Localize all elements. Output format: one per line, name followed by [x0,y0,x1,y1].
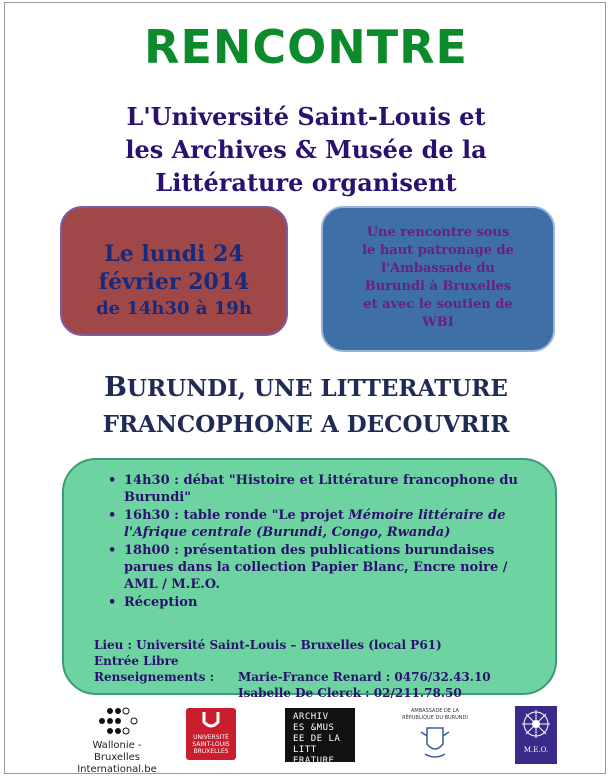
aml-line-5: ERATURE [293,756,335,766]
patronage-line-4: Burundi à Bruxelles [364,279,512,294]
practical-info [94,637,554,701]
patronage-line-5: et avec le soutien de [363,297,513,312]
topic-line-1 [40,370,572,407]
meo-logo [515,706,557,764]
program-item [108,594,544,611]
date-line-2: février 2014 [98,269,250,295]
program-item-text: Réception [124,595,198,610]
bullet-icon: • [108,508,117,523]
program-item [108,472,544,506]
meo-label: M.E.O. [523,746,549,754]
aml-line-2: ES &MUS [293,723,335,733]
topic-initial: B [104,372,127,403]
usl-line-1: UNIVERSITÉ [193,734,229,741]
contact-line-2 [94,685,554,701]
usl-logo [186,708,236,760]
topic-line-1-rest: URUNDI, UNE LITTERATURE [126,375,508,402]
wbi-line-1: Wallonie - Bruxelles [92,740,142,763]
contact-label: Renseignements : [94,670,214,684]
date-line-1: Le lundi 24 [104,241,244,267]
organizers-heading [30,100,582,199]
aml-line-1: ARCHIV [293,712,329,722]
wbi-dots-icon [92,706,142,736]
program-item-italic: Mémoire littéraire de l'Afrique centrale (Burundi, Congo, Rwanda) [124,508,506,540]
patronage-line-6: WBI [422,315,454,330]
organizers-line-2: les Archives & Musée de la [125,135,487,164]
time-line: de 14h30 à 19h [96,298,252,319]
program-item-text: 18h00 : présentation des publications burundaises parues dans la collection Papier Blanc, Encre noire / AML / M.E.O. [124,543,508,592]
bullet-icon: • [108,473,117,488]
organizers-line-3: Littérature organisent [155,168,457,197]
organizers-line-1: L'Université Saint-Louis et [126,102,486,131]
topic-heading [40,370,572,443]
contact-2: Isabelle De Clerck : 02/211.78.50 [238,686,462,700]
program-item-text: 14h30 : débat "Histoire et Littérature francophone du Burundi" [124,473,518,505]
embassy-line-1: AMBASSADE DE LA [411,708,459,714]
patronage-line-2: le haut patronage de [362,243,514,258]
date-box [60,206,288,336]
program-item [108,507,544,541]
logo-strip [0,702,612,775]
meo-ornament-icon [518,706,554,744]
usl-shield-icon [196,708,226,732]
patronage-line-1: Une rencontre sous [366,225,510,240]
topic-line-2: FRANCOPHONE A DECOUVRIR [102,411,510,438]
aml-line-3: EE DE LA [293,734,341,744]
contact-line [94,669,554,685]
usl-line-2: SAINT-LOUIS [192,741,230,748]
aml-line-4: LITT [293,745,317,755]
program-list [108,472,544,612]
program-box [62,458,557,700]
patronage-line-3: l'Ambassade du [381,261,495,276]
patronage-box [321,206,555,352]
embassy-logo [385,708,485,768]
embassy-line-2: RÉPUBLIQUE DU BURUNDI [402,715,468,721]
poster-title: RENCONTRE [144,20,468,74]
entry-line: Entrée Libre [94,654,179,668]
aml-logo [285,708,355,766]
program-item-text: 16h30 : table ronde "Le projet [124,508,349,523]
venue-line: Lieu : Université Saint-Louis – Bruxelles (local P61) [94,638,442,652]
coat-of-arms-icon [415,722,455,762]
bullet-icon: • [108,543,117,558]
wbi-line-2: International.be [77,764,157,775]
program-item [108,542,544,593]
bullet-icon: • [108,595,117,610]
wbi-logo [72,706,162,775]
contact-1: Marie-France Renard : 0476/32.43.10 [238,670,491,684]
usl-line-3: BRUXELLES [193,748,229,755]
